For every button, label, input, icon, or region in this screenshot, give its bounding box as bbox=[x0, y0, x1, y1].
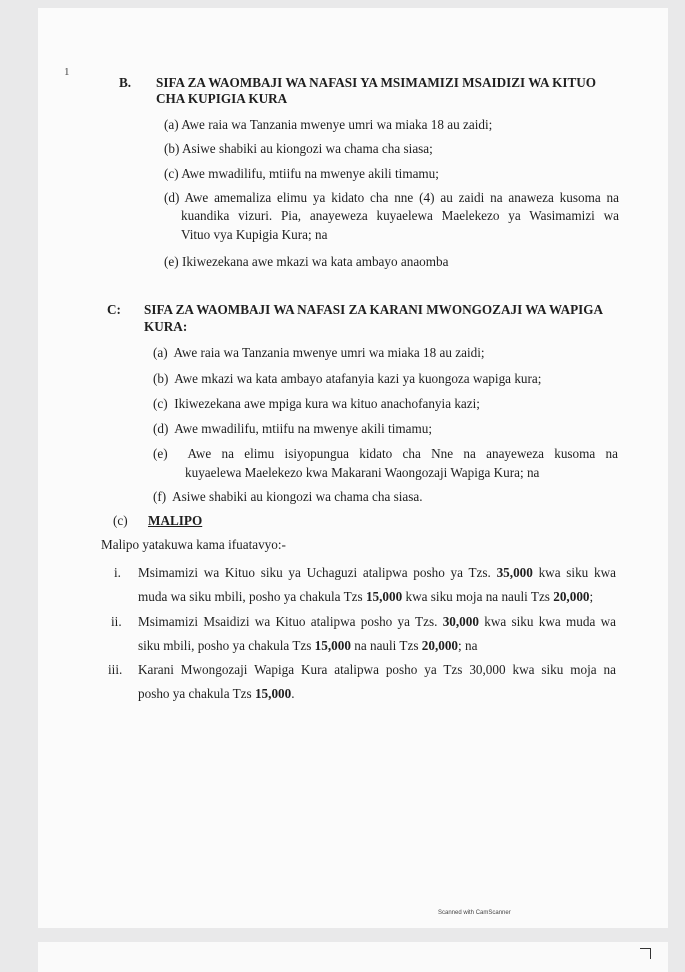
intro-text: Malipo yatakuwa kama ifuatavyo:- bbox=[101, 537, 286, 552]
list-item: (d) Awe amemaliza elimu ya kidato cha nne (4) au zaidi na anaweza kusoma na bbox=[164, 190, 619, 205]
list-item: (e) Ikiwezekana awe mkazi wa kata ambayo anaomba bbox=[164, 254, 449, 269]
list-item: (c) Ikiwezekana awe mpiga kura wa kituo anachofanyia kazi; bbox=[153, 396, 480, 411]
payment-line: Karani Mwongozaji Wapiga Kura atalipwa posho ya Tzs 30,000 kwa siku moja na bbox=[138, 662, 616, 677]
list-item: (d) Awe mwadilifu, mtiifu na mwenye akili timamu; bbox=[153, 421, 432, 436]
payment-line: muda wa siku mbili, posho ya chakula Tzs 15,000 kwa siku moja na nauli Tzs 20,000; bbox=[138, 589, 594, 604]
section-b-title-2: CHA KUPIGIA KURA bbox=[156, 91, 288, 106]
section-b-title-1: SIFA ZA WAOMBAJI WA NAFASI YA MSIMAMIZI MSAIDIZI WA KITUO bbox=[156, 75, 597, 90]
section-malipo-title: MALIPO bbox=[148, 513, 203, 528]
list-item-continued: kuandika vizuri. Pia, anayeweza kuyaelewa Maelekezo ya Wasimamizi wa bbox=[181, 208, 619, 223]
payment-numeral: iii. bbox=[108, 662, 123, 677]
section-c-title-1: SIFA ZA WAOMBAJI WA NAFASI ZA KARANI MWONGOZAJI WA WAPIGA bbox=[144, 302, 604, 317]
payment-line: Msimamizi wa Kituo siku ya Uchaguzi atalipwa posho ya Tzs. 35,000 kwa siku kwa bbox=[138, 565, 616, 580]
page-mark: 1 bbox=[64, 66, 70, 78]
section-c-title-2: KURA: bbox=[144, 319, 188, 334]
list-item-continued: kuyaelewa Maelekezo kwa Makarani Waongozaji Wapiga Kura; na bbox=[185, 465, 540, 480]
list-item: (a) Awe raia wa Tanzania mwenye umri wa miaka 18 au zaidi; bbox=[164, 117, 493, 132]
list-item: (e) Awe na elimu isiyopungua kidato cha Nne na anayeweza kusoma na bbox=[153, 446, 618, 461]
section-malipo-letter: (c) bbox=[113, 513, 128, 528]
next-page-edge bbox=[38, 942, 668, 972]
scanner-watermark: Scanned with CamScanner bbox=[438, 910, 511, 916]
payment-numeral: i. bbox=[114, 565, 121, 580]
section-b-letter: B. bbox=[119, 75, 132, 90]
list-item: (a) Awe raia wa Tanzania mwenye umri wa miaka 18 au zaidi; bbox=[153, 345, 485, 360]
list-item: (b) Asiwe shabiki au kiongozi wa chama cha siasa; bbox=[164, 141, 433, 156]
list-item: (c) Awe mwadilifu, mtiifu na mwenye akili timamu; bbox=[164, 166, 439, 181]
list-item: (b) Awe mkazi wa kata ambayo atafanyia kazi ya kuongoza wapiga kura; bbox=[153, 371, 542, 386]
payment-line: posho ya chakula Tzs 15,000. bbox=[138, 686, 295, 701]
list-item-continued: Vituo vya Kupigia Kura; na bbox=[181, 227, 328, 242]
page-corner-mark bbox=[640, 948, 651, 959]
payment-line: Msimamizi Msaidizi wa Kituo atalipwa posho ya Tzs. 30,000 kwa siku kwa muda wa bbox=[138, 614, 617, 629]
list-item: (f) Asiwe shabiki au kiongozi wa chama cha siasa. bbox=[153, 489, 423, 504]
payment-numeral: ii. bbox=[111, 614, 122, 629]
section-c-letter: C: bbox=[107, 302, 121, 317]
payment-line: siku mbili, posho ya chakula Tzs 15,000 na nauli Tzs 20,000; na bbox=[138, 638, 478, 653]
